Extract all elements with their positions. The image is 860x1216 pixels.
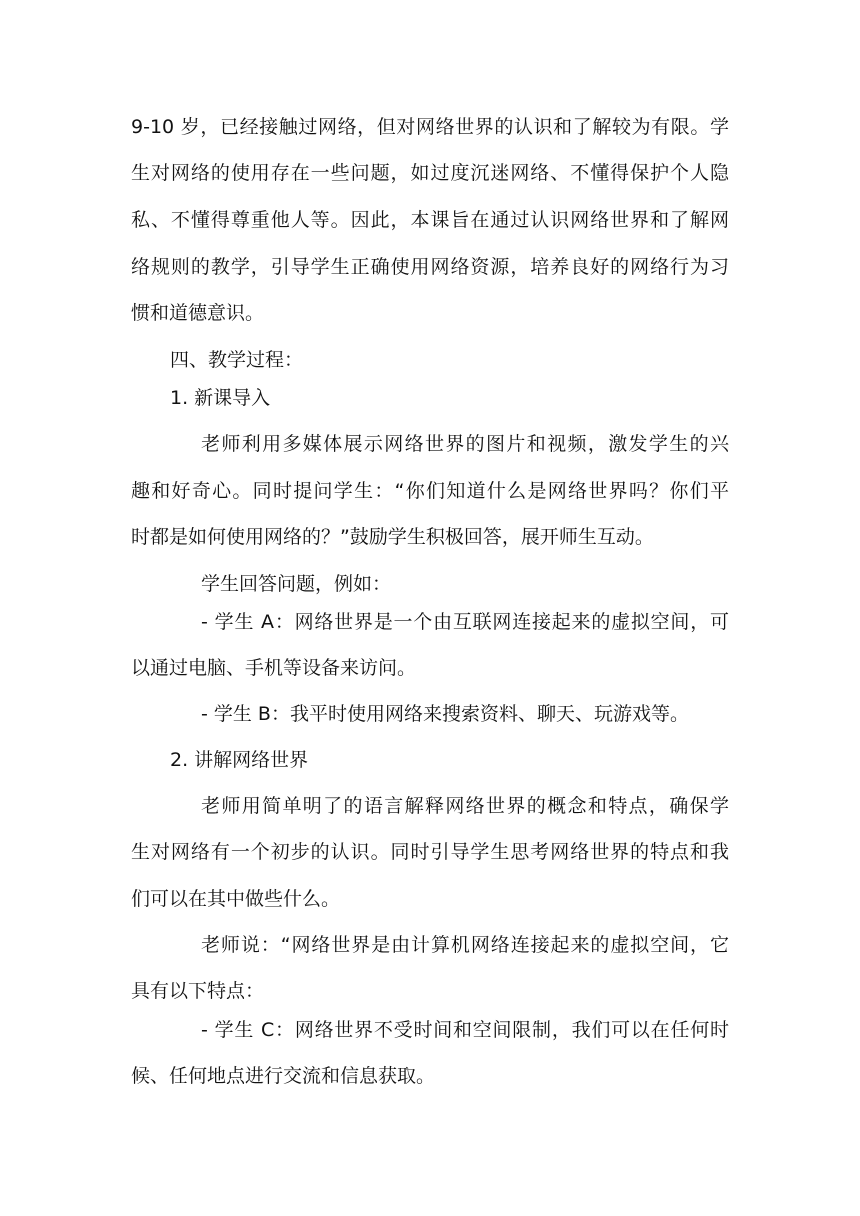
list-item: - 学生 C：网络世界不受时间和空间限制，我们可以在任何时 (201, 1019, 729, 1041)
paragraph-line: 私、不懂得尊重他人等。因此，本课旨在通过认识网络世界和了解网 (131, 209, 729, 231)
paragraph-line: 时都是如何使用网络的？”鼓励学生积极回答，展开师生互动。 (131, 526, 654, 548)
paragraph-line: 学生回答问题，例如： (201, 573, 392, 595)
paragraph-line: 们可以在其中做些什么。 (131, 888, 341, 910)
paragraph-line: 老师用简单明了的语言解释网络世界的概念和特点，确保学 (201, 795, 729, 817)
paragraph-line: 9-10 岁，已经接触过网络，但对网络世界的认识和了解较为有限。学 (131, 116, 729, 138)
paragraph-line: 生对网络的使用存在一些问题，如过度沉迷网络、不懂得保护个人隐 (131, 162, 729, 184)
list-item: - 学生 B：我平时使用网络来搜索资料、聊天、玩游戏等。 (201, 703, 689, 725)
list-item-continuation: 以通过电脑、手机等设备来访问。 (131, 657, 417, 679)
paragraph-line: 趣和好奇心。同时提问学生：“你们知道什么是网络世界吗？你们平 (131, 480, 729, 502)
paragraph-line: 具有以下特点： (131, 980, 265, 1002)
list-item: - 学生 A：网络世界是一个由互联网连接起来的虚拟空间，可 (201, 611, 729, 633)
subsection-heading: 1. 新课导入 (170, 387, 271, 409)
paragraph-line: 老师说：“网络世界是由计算机网络连接起来的虚拟空间，它 (201, 934, 729, 956)
paragraph-line: 生对网络有一个初步的认识。同时引导学生思考网络世界的特点和我 (131, 841, 729, 863)
list-item-continuation: 候、任何地点进行交流和信息获取。 (131, 1065, 436, 1087)
paragraph-line: 老师利用多媒体展示网络世界的图片和视频，激发学生的兴 (201, 433, 729, 455)
paragraph-line: 络规则的教学，引导学生正确使用网络资源，培养良好的网络行为习 (131, 256, 729, 278)
section-heading: 四、教学过程： (170, 349, 304, 371)
subsection-heading: 2. 讲解网络世界 (170, 749, 309, 771)
paragraph-line: 惯和道德意识。 (131, 302, 265, 324)
